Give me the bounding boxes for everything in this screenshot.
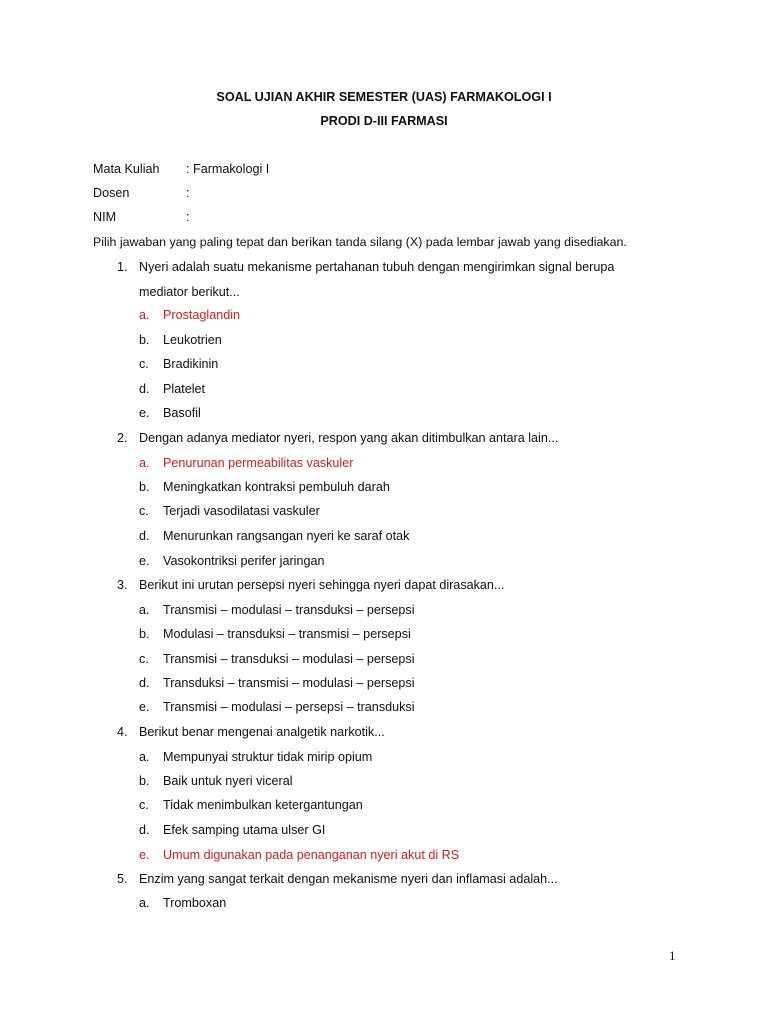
option-letter: a. bbox=[139, 308, 150, 322]
info-label-mata-kuliah: Mata Kuliah bbox=[93, 162, 160, 176]
option-text: Leukotrien bbox=[163, 333, 222, 347]
option-text: Transmisi – modulasi – persepsi – transduksi bbox=[163, 700, 415, 714]
option-letter: a. bbox=[139, 896, 150, 910]
option-letter: c. bbox=[139, 504, 149, 518]
option-text: Transmisi – modulasi – transduksi – persepsi bbox=[163, 603, 415, 617]
option-text: Mempunyai struktur tidak mirip opium bbox=[163, 750, 373, 764]
question-number: 3. bbox=[117, 578, 128, 592]
option-letter: b. bbox=[139, 480, 150, 494]
option-text: Terjadi vasodilatasi vaskuler bbox=[163, 504, 320, 518]
option-text: Transmisi – transduksi – modulasi – persepsi bbox=[163, 652, 415, 666]
option-letter: e. bbox=[139, 406, 150, 420]
question-text: Berikut benar mengenai analgetik narkotik... bbox=[139, 725, 385, 739]
option-letter: c. bbox=[139, 357, 149, 371]
option-letter: a. bbox=[139, 603, 150, 617]
option-text: Vasokontriksi perifer jaringan bbox=[163, 554, 325, 568]
option-text: Meningkatkan kontraksi pembuluh darah bbox=[163, 480, 390, 494]
document-subtitle: PRODI D-III FARMASI bbox=[320, 114, 448, 128]
option-letter: e. bbox=[139, 848, 150, 862]
info-label-dosen: Dosen bbox=[93, 186, 130, 200]
option-text-answer: Penurunan permeabilitas vaskuler bbox=[163, 456, 354, 470]
option-text: Baik untuk nyeri viceral bbox=[163, 774, 293, 788]
option-text: Bradikinin bbox=[163, 357, 219, 371]
option-text: Platelet bbox=[163, 382, 206, 396]
question-text: Nyeri adalah suatu mekanisme pertahanan tubuh dengan mengirimkan signal berupa bbox=[139, 260, 615, 274]
option-letter: b. bbox=[139, 627, 150, 641]
question-text-continued: mediator berikut... bbox=[139, 285, 240, 299]
option-text: Transduksi – transmisi – modulasi – persepsi bbox=[163, 676, 415, 690]
question-text: Dengan adanya mediator nyeri, respon yang akan ditimbulkan antara lain... bbox=[139, 431, 559, 445]
option-letter: b. bbox=[139, 774, 150, 788]
question-number: 2. bbox=[117, 431, 128, 445]
question-text: Berikut ini urutan persepsi nyeri sehingga nyeri dapat dirasakan... bbox=[139, 578, 505, 592]
info-value-mata-kuliah: : Farmakologi I bbox=[186, 162, 270, 176]
option-text: Basofil bbox=[163, 406, 201, 420]
option-letter: c. bbox=[139, 798, 149, 812]
option-letter: e. bbox=[139, 700, 150, 714]
option-text-answer: Prostaglandin bbox=[163, 308, 241, 322]
option-text: Modulasi – transduksi – transmisi – persepsi bbox=[163, 627, 411, 641]
question-number: 1. bbox=[117, 260, 128, 274]
option-letter: d. bbox=[139, 382, 150, 396]
question-number: 5. bbox=[117, 872, 128, 886]
option-letter: d. bbox=[139, 676, 150, 690]
info-label-nim: NIM bbox=[93, 210, 117, 224]
option-text: Menurunkan rangsangan nyeri ke saraf otak bbox=[163, 529, 410, 543]
option-letter: a. bbox=[139, 750, 150, 764]
option-text-answer: Umum digunakan pada penanganan nyeri akut di RS bbox=[163, 848, 460, 862]
option-letter: c. bbox=[139, 652, 149, 666]
option-letter: d. bbox=[139, 529, 150, 543]
option-letter: d. bbox=[139, 823, 150, 837]
page-number: 1 bbox=[669, 948, 676, 963]
instruction-text: Pilih jawaban yang paling tepat dan berikan tanda silang (X) pada lembar jawab yang disediakan. bbox=[93, 235, 627, 249]
option-letter: b. bbox=[139, 333, 150, 347]
question-number: 4. bbox=[117, 725, 128, 739]
option-text: Tidak menimbulkan ketergantungan bbox=[163, 798, 363, 812]
info-value-dosen: : bbox=[186, 186, 190, 200]
option-letter: a. bbox=[139, 456, 150, 470]
option-text: Tromboxan bbox=[163, 896, 227, 910]
option-letter: e. bbox=[139, 554, 150, 568]
document-title: SOAL UJIAN AKHIR SEMESTER (UAS) FARMAKOLOGI I bbox=[216, 90, 552, 104]
info-value-nim: : bbox=[186, 210, 190, 224]
question-text: Enzim yang sangat terkait dengan mekanisme nyeri dan inflamasi adalah... bbox=[139, 872, 558, 886]
option-text: Efek samping utama ulser GI bbox=[163, 823, 326, 837]
